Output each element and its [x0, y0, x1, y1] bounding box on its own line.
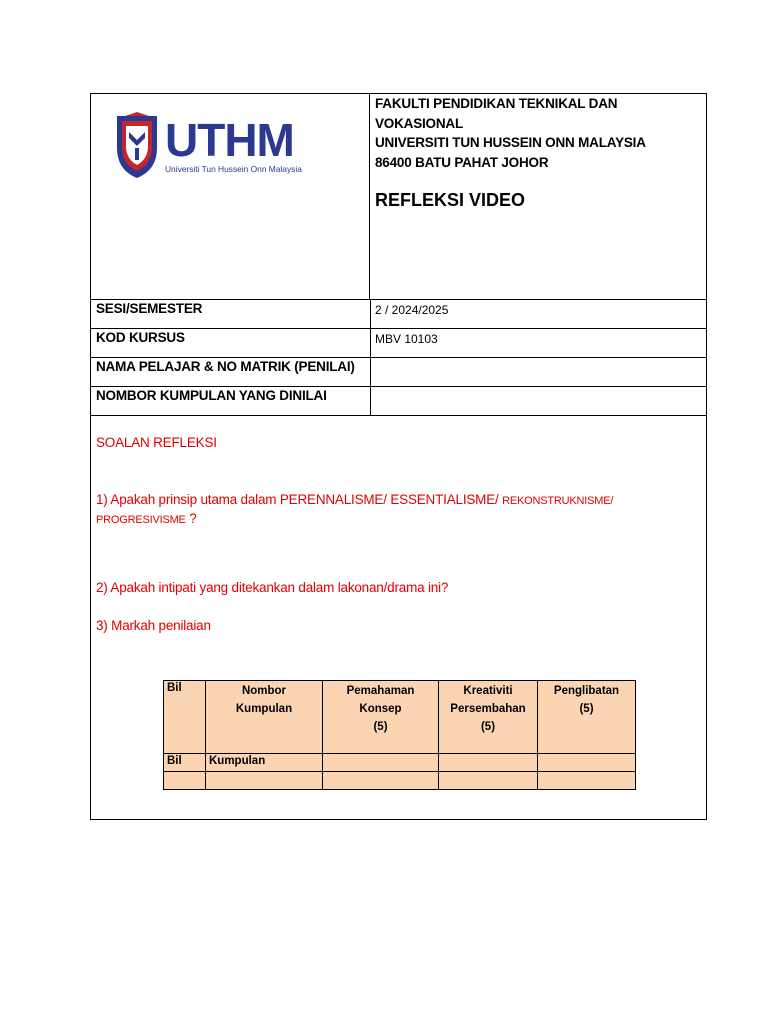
kumpulan-label: NOMBOR KUMPULAN YANG DINILAI [96, 388, 327, 403]
document-title: REFLEKSI VIDEO [375, 190, 526, 210]
header-pemahaman: Pemahaman Konsep (5) [323, 681, 439, 754]
table-row [164, 754, 636, 772]
cell-kumpulan: Kumpulan [206, 754, 323, 772]
kod-value: MBV 10103 [375, 332, 438, 346]
cell-penglibatan[interactable] [538, 772, 636, 790]
nama-row [91, 357, 706, 386]
kumpulan-row [91, 386, 706, 415]
cell-bil: Bil [164, 754, 206, 772]
nama-label: NAMA PELAJAR & NO MATRIK (PENILAI) [96, 359, 355, 374]
sesi-label: SESI/SEMESTER [96, 301, 203, 316]
questions-section [91, 415, 706, 819]
header-info-cell [370, 94, 706, 299]
uthm-logo-icon [115, 112, 325, 182]
table-row [164, 772, 636, 790]
university-name: UNIVERSITI TUN HUSSEIN ONN MALAYSIA [375, 135, 646, 150]
cell-kumpulan[interactable] [206, 772, 323, 790]
header-bil: Bil [164, 681, 206, 754]
table-header-row [164, 681, 636, 754]
postal-address: 86400 BATU PAHAT JOHOR [375, 154, 549, 170]
header-kreativiti: Kreativiti Persembahan (5) [439, 681, 538, 754]
header-penglibatan: Penglibatan (5) [538, 681, 636, 754]
kod-label: KOD KURSUS [96, 330, 185, 345]
cell-kreativiti[interactable] [439, 754, 538, 772]
cell-pemahaman[interactable] [323, 772, 439, 790]
faculty-name: FAKULTI PENDIDIKAN TEKNIKAL DAN VOKASIONAL [375, 96, 618, 131]
header-nombor-kumpulan: Nombor Kumpulan [206, 681, 323, 754]
sesi-value: 2 / 2024/2025 [375, 303, 449, 317]
cell-bil[interactable] [164, 772, 206, 790]
cell-pemahaman[interactable] [323, 754, 439, 772]
cell-penglibatan[interactable] [538, 754, 636, 772]
sesi-row [91, 299, 706, 328]
question-1: 1) Apakah prinsip utama dalam PERENNALISME/ ESSENTIALISME/ REKONSTRUKNISME/ PROGRESIVISME ? [96, 492, 614, 526]
cell-kreativiti[interactable] [439, 772, 538, 790]
logo-cell [91, 94, 370, 299]
marks-table [163, 680, 636, 790]
faculty-address [375, 94, 655, 172]
kod-row [91, 328, 706, 357]
form-frame [90, 93, 707, 820]
question-2: 2) Apakah intipati yang ditekankan dalam lakonan/drama ini? [96, 580, 449, 595]
svg-text:Universiti Tun Hussein Onn Mal: Universiti Tun Hussein Onn Malaysia [165, 164, 302, 174]
questions-heading: SOALAN REFLEKSI [96, 435, 217, 450]
question-3: 3) Markah penilaian [96, 618, 211, 633]
svg-text:UTHM: UTHM [165, 114, 294, 166]
